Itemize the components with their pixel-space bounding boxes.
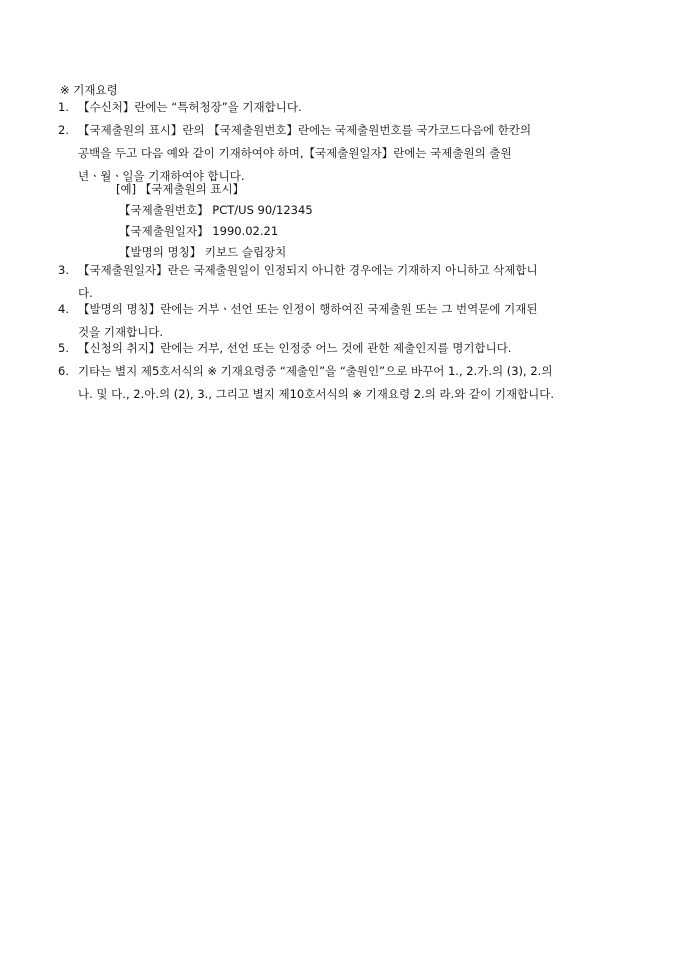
item-line: 기타는 별지 제5호서식의 ※ 기재요령중 “제출인”을 “출원인”으로 바꾸어 1., 2.가.의 (3), 2.의 xyxy=(78,364,553,378)
guidelines-heading: ※ 기재요령 xyxy=(60,83,118,97)
item-number: 2. xyxy=(58,123,69,137)
item-number: 4. xyxy=(58,302,69,316)
item-number: 5. xyxy=(58,341,69,355)
example-line-application-number: 【국제출원번호】 PCT/US 90/12345 xyxy=(119,203,313,217)
item-line: 년ㆍ월ㆍ일을 기재하여야 합니다. xyxy=(78,169,245,183)
item-line: 【수신처】란에는 “특허청장”을 기재합니다. xyxy=(78,100,302,114)
guideline-item-6 xyxy=(58,360,624,406)
item-line: 【국제출원일자】란은 국제출원일이 인정되지 아니한 경우에는 기재하지 아니하고 삭제합니 xyxy=(78,263,538,277)
item-line: 것을 기재합니다. xyxy=(78,325,164,339)
item-line: 공백을 두고 다음 예와 같이 기재하여야 하며,【국제출원일자】란에는 국제출원의 출원 xyxy=(78,146,512,160)
item-line: 【발명의 명칭】란에는 거부ㆍ선언 또는 인정이 행하여진 국제출원 또는 그 번역문에 기재된 xyxy=(78,302,538,316)
example-label: [예] 【국제출원의 표시】 xyxy=(116,182,245,196)
item-number: 1. xyxy=(58,100,69,114)
item-line: 나. 및 다., 2.아.의 (2), 3., 그리고 별지 제10호서식의 ※ 기재요령 2.의 라.와 같이 기재합니다. xyxy=(78,387,555,401)
guideline-item-5 xyxy=(58,337,624,360)
guideline-item-1 xyxy=(58,96,624,119)
example-line-invention-title: 【발명의 명칭】 키보드 슬립장치 xyxy=(119,245,287,259)
item-line: 【신청의 취지】란에는 거부, 선언 또는 인정중 어느 것에 관한 제출인지를 명기합니다. xyxy=(78,341,512,355)
item-line: 【국제출원의 표시】란의 【국제출원번호】란에는 국제출원번호를 국가코드다음에 한칸의 xyxy=(78,123,532,137)
item-line: 다. xyxy=(78,286,93,300)
item-number: 3. xyxy=(58,263,69,277)
example-line-application-date: 【국제출원일자】 1990.02.21 xyxy=(119,224,279,238)
item-number: 6. xyxy=(58,364,69,378)
